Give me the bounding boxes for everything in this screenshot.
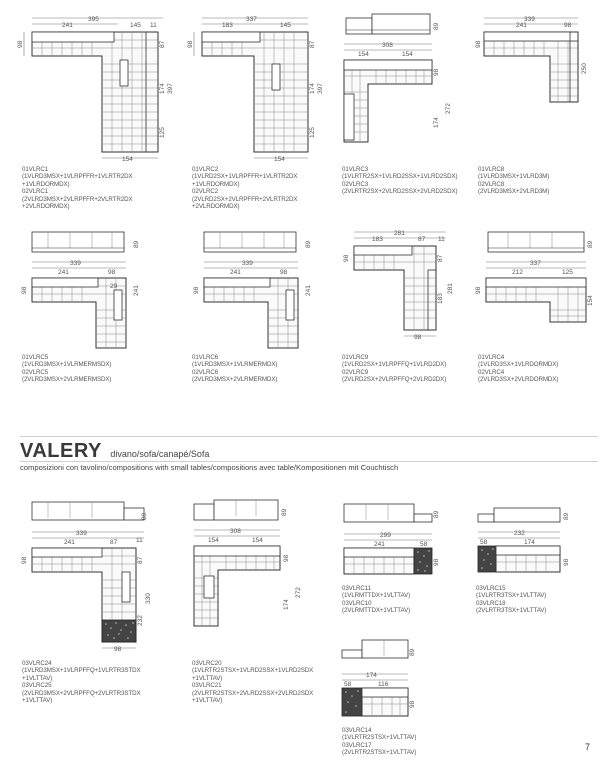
- svg-text:11: 11: [136, 537, 143, 544]
- plan-vlrc6: [190, 230, 330, 350]
- plan-vlrc15: [474, 500, 604, 580]
- svg-text:58: 58: [420, 541, 428, 548]
- svg-text:330: 330: [145, 593, 152, 604]
- svg-text:241: 241: [133, 285, 140, 296]
- svg-text:11: 11: [438, 236, 445, 243]
- svg-text:98: 98: [283, 554, 290, 562]
- plan-vlrc3: [340, 12, 460, 162]
- figure-vlrc20: [190, 496, 320, 646]
- svg-text:241: 241: [64, 539, 75, 546]
- dim-total-width: 395: [88, 16, 99, 23]
- svg-text:154: 154: [208, 537, 219, 544]
- svg-text:308: 308: [382, 42, 393, 49]
- svg-text:87: 87: [309, 40, 316, 48]
- figure-vlrc11: [340, 496, 460, 586]
- plan-vlrc24: [18, 492, 168, 652]
- svg-text:241: 241: [230, 269, 241, 276]
- svg-text:397: 397: [317, 83, 324, 94]
- caption-vlrc20: 03VLRC20 (1VLRTR2STSX+1VLRD2SSX+1VLRD2SDX +1VLTTAV) 03VLRC21 (2VLRTR2STSX+2VLRD2SSX+2VLRD2SDX +1VLTTAV): [192, 660, 314, 705]
- svg-text:299: 299: [380, 532, 391, 539]
- svg-text:337: 337: [530, 260, 541, 267]
- svg-text:154: 154: [274, 156, 285, 163]
- svg-text:154: 154: [358, 51, 369, 58]
- svg-text:98: 98: [21, 286, 28, 294]
- svg-text:89: 89: [433, 22, 440, 30]
- plan-vlrc14: [338, 630, 458, 726]
- svg-text:98: 98: [193, 286, 200, 294]
- svg-text:281: 281: [447, 283, 454, 294]
- svg-text:29: 29: [110, 283, 118, 290]
- svg-text:339: 339: [76, 530, 87, 537]
- svg-text:89: 89: [563, 512, 570, 520]
- svg-text:125: 125: [562, 269, 573, 276]
- figure-vlrc15: [474, 500, 604, 580]
- caption-vlrc15: 03VLRC15 (1VLRTR3TSX+1VLTTAV) 03VLRC18 (2VLRTR3TSX+1VLTTAV): [476, 585, 547, 615]
- svg-text:98: 98: [108, 269, 116, 276]
- svg-text:98: 98: [21, 556, 28, 564]
- svg-text:154: 154: [587, 295, 594, 306]
- svg-text:89: 89: [281, 508, 288, 516]
- svg-text:154: 154: [252, 537, 263, 544]
- figure-vlrc14: [338, 630, 458, 726]
- caption-vlrc11: 03VLRC11 (1VLRMTTDX+1VLTTAV) 03VLRC10 (2VLRMTTDX+1VLTTAV): [342, 585, 411, 615]
- svg-text:174: 174: [283, 599, 290, 610]
- svg-text:98: 98: [280, 269, 288, 276]
- svg-text:89: 89: [433, 510, 440, 518]
- section-rule-bottom: [20, 461, 598, 462]
- caption-vlrc5: 01VLRC5 (1VLRD3MSX+1VLRMERMSDX) 02VLRC5 (2VLRD3MSX+2VLRMERMSDX): [22, 354, 112, 384]
- plan-vlrc1: [17, 12, 174, 163]
- caption-vlrc3: 01VLRC3 (1VLRTR2SX+1VLRD2SSX+1VLRD2SDX) 02VLRC3 (2VLRTR2SX+2VLRD2SSX+2VLRD2SDX): [342, 166, 458, 196]
- figure-vlrc8: [475, 12, 598, 112]
- figure-vlrc3: [340, 12, 460, 162]
- svg-text:183: 183: [222, 22, 233, 29]
- plan-vlrc2: [187, 12, 340, 163]
- figure-vlrc2: [187, 12, 340, 163]
- svg-text:11: 11: [150, 22, 157, 29]
- svg-text:339: 339: [524, 16, 535, 23]
- svg-text:98: 98: [414, 334, 422, 341]
- svg-text:174: 174: [433, 117, 440, 128]
- plan-vlrc9: [340, 226, 470, 346]
- figure-vlrc24: [18, 492, 168, 652]
- svg-text:98: 98: [433, 558, 440, 566]
- caption-vlrc4: 01VLRC4 (1VLRD3SX+1VLRDORMDX) 02VLRC4 (2VLRD3SX+2VLRDORMDX): [478, 354, 559, 384]
- caption-vlrc8: 01VLRC8 (1VLRD3MSX+1VLRD3M) 02VLRC8 (2VLRD3MSX+2VLRD3M): [478, 166, 550, 196]
- svg-text:241: 241: [374, 541, 385, 548]
- svg-text:281: 281: [394, 230, 405, 237]
- section-rule-top: [20, 436, 598, 437]
- svg-text:337: 337: [246, 16, 257, 23]
- svg-text:98: 98: [475, 286, 482, 294]
- svg-text:89: 89: [305, 240, 312, 248]
- section-title: [20, 440, 209, 463]
- svg-text:89: 89: [587, 240, 594, 248]
- svg-text:98: 98: [187, 40, 194, 48]
- figure-vlrc9: [340, 226, 470, 346]
- svg-text:87: 87: [110, 539, 118, 546]
- plan-vlrc20: [190, 496, 320, 646]
- svg-text:397: 397: [167, 83, 174, 94]
- svg-text:174: 174: [366, 672, 377, 679]
- svg-text:89: 89: [133, 240, 140, 248]
- svg-text:241: 241: [62, 22, 73, 29]
- svg-text:58: 58: [344, 681, 352, 688]
- svg-text:272: 272: [295, 587, 302, 598]
- svg-text:241: 241: [305, 285, 312, 296]
- figure-vlrc4: [475, 230, 608, 330]
- svg-text:98: 98: [433, 68, 440, 76]
- svg-text:98: 98: [564, 22, 572, 29]
- svg-text:250: 250: [581, 63, 588, 74]
- svg-text:174: 174: [524, 539, 535, 546]
- figure-vlrc1: [17, 12, 174, 163]
- plan-vlrc4: [475, 230, 608, 330]
- brand-name: VALERY: [20, 440, 102, 462]
- svg-text:125: 125: [159, 127, 166, 138]
- svg-text:174: 174: [309, 83, 316, 94]
- plan-vlrc5: [18, 230, 158, 350]
- svg-text:116: 116: [378, 681, 389, 688]
- svg-text:89: 89: [141, 512, 148, 520]
- caption-vlrc2: 01VLRC2 (1VLRD2SX+1VLRPFFR+1VLRTR2DX +1VLRDORMDX) 02VLRC2 (2VLRD2SX+2VLRPFFR+2VLRTR2DX +2VLRDORMDX): [192, 166, 298, 211]
- caption-vlrc24: 03VLRC24 (1VLRD3MSX+1VLRPFFQ+1VLRTR3STDX +1VLTTAV) 03VLRC25 (2VLRD3MSX+2VLRPFFQ+2VLRTR3STDX +1VLTTAV): [22, 660, 141, 705]
- svg-text:98: 98: [343, 254, 350, 262]
- svg-text:174: 174: [159, 83, 166, 94]
- svg-text:232: 232: [137, 615, 144, 626]
- section-description: composizioni con tavolino/compositions with small tables/compositions avec table/Kompositionen mit Couchtisch: [20, 463, 399, 472]
- svg-text:339: 339: [242, 260, 253, 267]
- svg-text:87: 87: [159, 40, 166, 48]
- svg-text:212: 212: [512, 269, 523, 276]
- svg-text:98: 98: [563, 558, 570, 566]
- svg-text:154: 154: [402, 51, 413, 58]
- svg-text:89: 89: [409, 648, 416, 656]
- caption-vlrc6: 01VLRC6 (1VLRD3MSX+1VLRMERMDX) 02VLRC6 (2VLRD3MSX+2VLRMERMDX): [192, 354, 278, 384]
- svg-text:98: 98: [114, 646, 122, 653]
- svg-text:145: 145: [130, 22, 141, 29]
- svg-text:272: 272: [445, 103, 452, 114]
- svg-text:87: 87: [437, 254, 444, 262]
- svg-text:87: 87: [418, 236, 426, 243]
- svg-text:98: 98: [17, 40, 24, 48]
- caption-vlrc9: 01VLRC9 (1VLRD2SX+1VLRPFFQ+1VLRD2DX) 02VLRC9 (2VLRD2SX+2VLRPFFQ+2VLRD2DX): [342, 354, 447, 384]
- svg-text:232: 232: [514, 530, 525, 537]
- svg-text:125: 125: [309, 127, 316, 138]
- page-number: 7: [585, 742, 591, 752]
- svg-text:183: 183: [437, 293, 444, 304]
- plan-vlrc11: [340, 496, 460, 586]
- svg-text:98: 98: [475, 40, 482, 48]
- svg-text:154: 154: [122, 156, 133, 163]
- svg-text:98: 98: [409, 700, 416, 708]
- svg-text:145: 145: [280, 22, 291, 29]
- brand-subtitle: divano/sofa/canapé/Sofa: [110, 449, 210, 459]
- svg-text:241: 241: [516, 22, 527, 29]
- figure-vlrc5: [18, 230, 158, 350]
- caption-vlrc14: 03VLRC14 (1VLRTR2STSX+1VLTTAV) 03VLRC17 (2VLRTR2STSX+1VLTTAV): [342, 727, 417, 757]
- figure-vlrc6: [190, 230, 330, 350]
- svg-text:58: 58: [480, 539, 488, 546]
- svg-text:241: 241: [58, 269, 69, 276]
- svg-text:183: 183: [372, 236, 383, 243]
- caption-vlrc1: 01VLRC1 (1VLRD3MSX+1VLRPFFR+1VLRTR2DX +1VLRDORMDX) 02VLRC1 (2VLRD3MSX+2VLRPFFR+2VLRTR2DX +2VLRDORMDX): [22, 166, 133, 211]
- plan-vlrc8: [475, 12, 598, 112]
- svg-text:339: 339: [70, 260, 81, 267]
- svg-text:308: 308: [230, 528, 241, 535]
- svg-text:87: 87: [137, 556, 144, 564]
